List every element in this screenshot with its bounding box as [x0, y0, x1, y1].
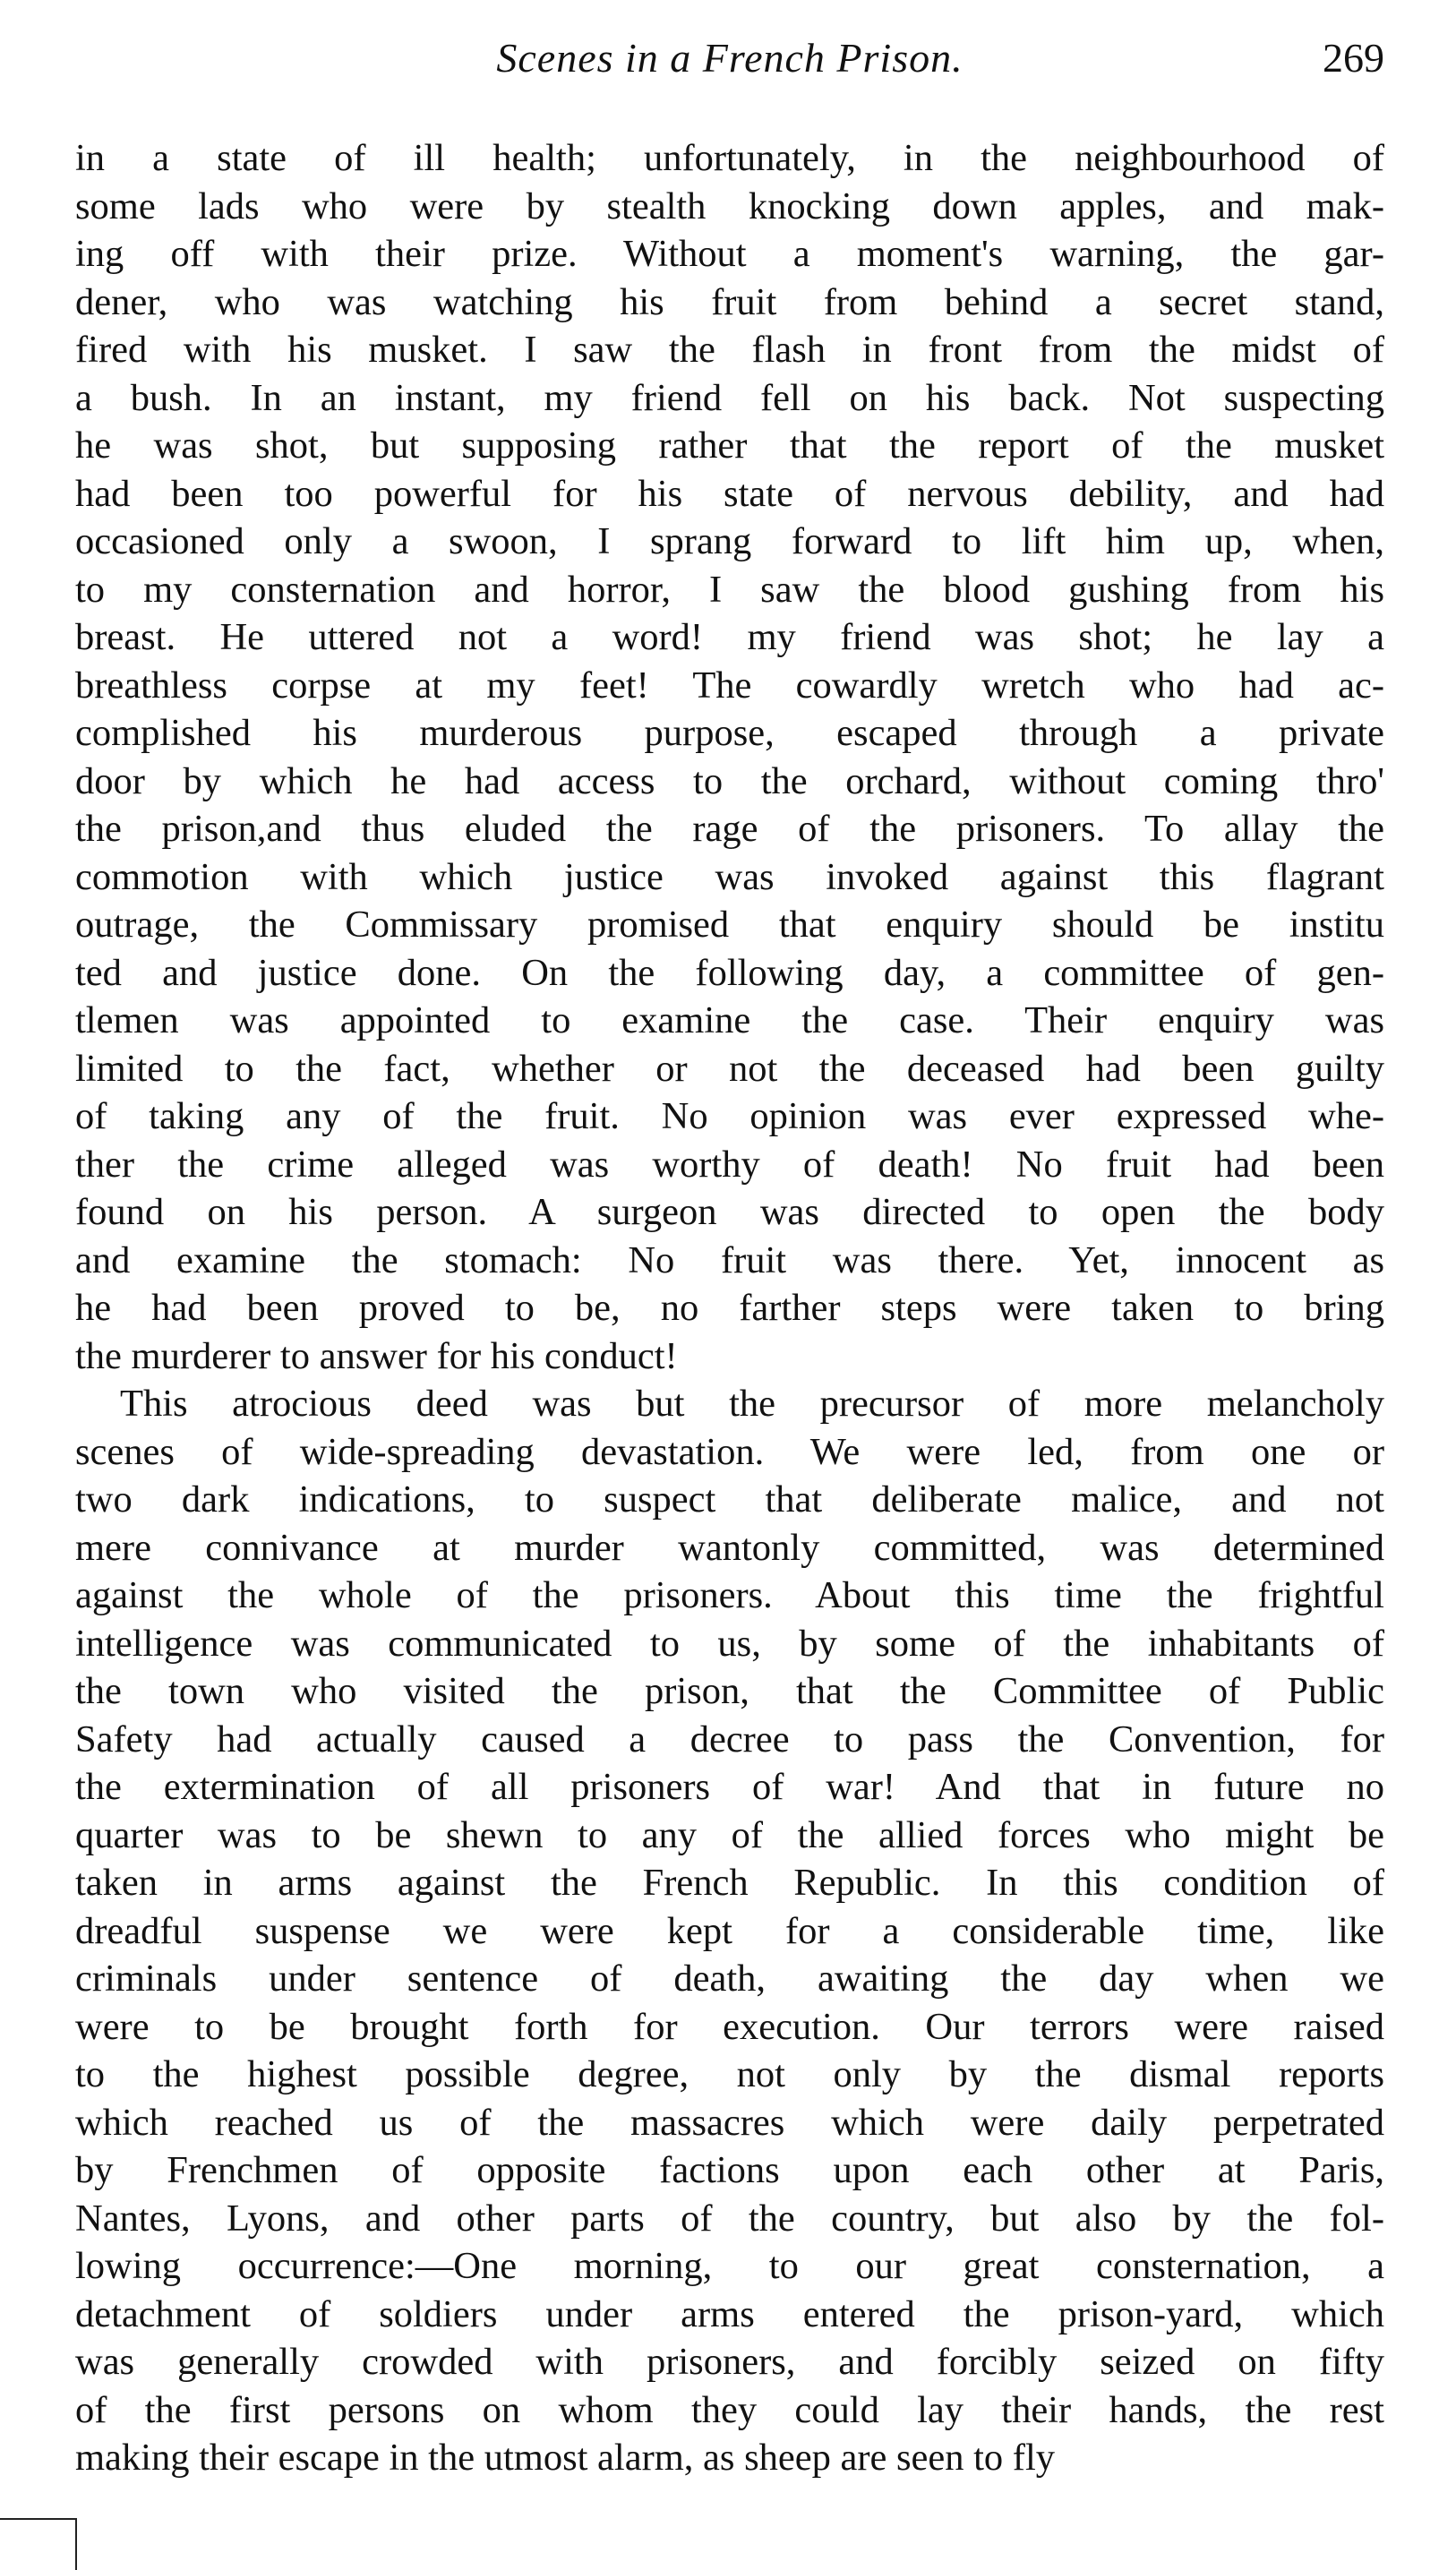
text-line: door by which he had access to the orchard, without coming thro': [75, 759, 1384, 802]
text-line: ted and justice done. On the following day, a committee of gen-: [75, 951, 1384, 994]
text-line: to the highest possible degree, not only by the dismal reports: [75, 2053, 1384, 2095]
text-line: criminals under sentence of death, awaiting the day when we: [75, 1957, 1384, 2000]
body-text: [75, 134, 1384, 2482]
text-line: ing off with their prize. Without a moment's warning, the gar-: [75, 233, 1384, 275]
text-line: mere connivance at murder wantonly committed, was determined: [75, 1526, 1384, 1569]
text-line: complished his murderous purpose, escaped through a private: [75, 712, 1384, 754]
text-line: detachment of soldiers under arms entered the prison-yard, which: [75, 2292, 1384, 2335]
text-line: he had been proved to be, no farther steps were taken to bring: [75, 1287, 1384, 1329]
running-head: [75, 34, 1384, 106]
text-line: two dark indications, to suspect that deliberate malice, and not: [75, 1478, 1384, 1521]
text-line: he was shot, but supposing rather that the report of the musket: [75, 424, 1384, 467]
paragraph: [75, 134, 1384, 1380]
text-line: lowing occurrence:—One morning, to our great consternation, a: [75, 2245, 1384, 2287]
paragraph: [75, 1380, 1384, 2482]
running-title: Scenes in a French Prison.: [496, 35, 964, 81]
text-line: scenes of wide-spreading devastation. We were led, from one or: [75, 1430, 1384, 1473]
text-line: Safety had actually caused a decree to pass the Convention, for: [75, 1718, 1384, 1760]
text-line: found on his person. A surgeon was directed to open the body: [75, 1191, 1384, 1233]
text-line: ther the crime alleged was worthy of death! No fruit had been: [75, 1143, 1384, 1186]
text-line: making their escape in the utmost alarm, as sheep are seen to fly: [75, 2437, 1056, 2479]
text-line: in a state of ill health; unfortunately, in the neighbourhood of: [75, 137, 1384, 179]
text-line: fired with his musket. I saw the flash in front from the midst of: [75, 329, 1384, 371]
text-line: a bush. In an instant, my friend fell on his back. Not suspecting: [75, 376, 1384, 419]
text-line: the murderer to answer for his conduct!: [75, 1334, 678, 1377]
text-line: of taking any of the fruit. No opinion was ever expressed whe-: [75, 1095, 1384, 1137]
text-line: the extermination of all prisoners of war! And that in future no: [75, 1766, 1384, 1808]
text-line: quarter was to be shewn to any of the allied forces who might be: [75, 1813, 1384, 1856]
text-line: was generally crowded with prisoners, and forcibly seized on fifty: [75, 2341, 1384, 2383]
text-line: the prison,and thus eluded the rage of the prisoners. To allay the: [75, 808, 1384, 850]
text-line: of the first persons on whom they could lay their hands, the rest: [75, 2388, 1384, 2431]
text-line: and examine the stomach: No fruit was there. Yet, innocent as: [75, 1238, 1384, 1281]
scan-corner-mark: [0, 2518, 77, 2570]
text-line: breast. He uttered not a word! my friend was shot; he lay a: [75, 616, 1384, 658]
text-line: breathless corpse at my feet! The cowardly wretch who had ac-: [75, 664, 1384, 707]
text-line: to my consternation and horror, I saw the blood gushing from his: [75, 568, 1384, 611]
text-line: which reached us of the massacres which were daily perpetrated: [75, 2101, 1384, 2144]
text-line: intelligence was communicated to us, by some of the inhabitants of: [75, 1622, 1384, 1665]
text-line: outrage, the Commissary promised that enquiry should be institu: [75, 904, 1384, 946]
text-line: by Frenchmen of opposite factions upon each other at Paris,: [75, 2149, 1384, 2191]
text-line: some lads who were by stealth knocking down apples, and mak-: [75, 184, 1384, 227]
text-line: dener, who was watching his fruit from behind a secret stand,: [75, 280, 1384, 323]
text-line: dreadful suspense we were kept for a considerable time, like: [75, 1909, 1384, 1952]
page-number: 269: [1323, 35, 1384, 81]
text-line: commotion with which justice was invoked against this flagrant: [75, 855, 1384, 898]
text-line: Nantes, Lyons, and other parts of the country, but also by the fol-: [75, 2197, 1384, 2240]
text-line: taken in arms against the French Republic. In this condition of: [75, 1862, 1384, 1904]
text-line: occasioned only a swoon, I sprang forward to lift him up, when,: [75, 520, 1384, 562]
text-line: against the whole of the prisoners. About this time the frightful: [75, 1574, 1384, 1616]
text-line: tlemen was appointed to examine the case. Their enquiry was: [75, 999, 1384, 1041]
text-line: This atrocious deed was but the precursor of more melancholy: [120, 1383, 1384, 1425]
text-line: the town who visited the prison, that the Committee of Public: [75, 1670, 1384, 1712]
text-line: had been too powerful for his state of nervous debility, and had: [75, 472, 1384, 515]
text-line: limited to the fact, whether or not the deceased had been guilty: [75, 1047, 1384, 1090]
text-line: were to be brought forth for execution. Our terrors were raised: [75, 2005, 1384, 2048]
